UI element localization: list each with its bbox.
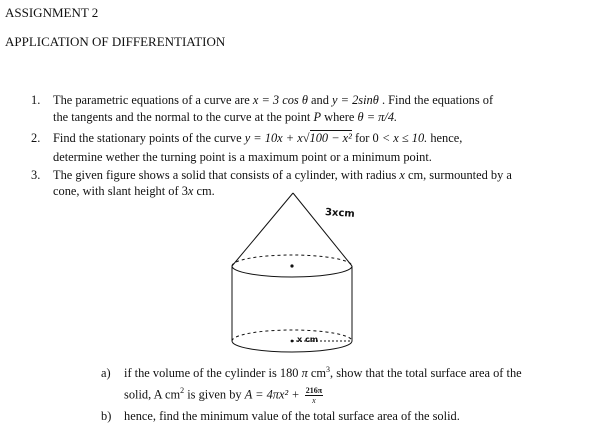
subpart-a-label: a) xyxy=(101,366,111,380)
top-ellipse-front xyxy=(232,266,352,277)
subpart-b-text: hence, find the minimum value of the total surface area of the solid. xyxy=(124,409,460,423)
question-2-line-1: Find the stationary points of the curve y = 10x + x√100 − x² for 0 < x ≤ 10. hence, xyxy=(53,131,463,145)
bottom-ellipse-front xyxy=(232,341,352,352)
top-center-dot xyxy=(290,264,293,267)
bottom-ellipse-back xyxy=(232,330,352,341)
subpart-a-line-1: if the volume of the cylinder is 180 π $cm^3$, show that the total surface area of the xyxy=(124,364,522,380)
subpart-a-line-2: solid, A $cm^2$ is given by A = 4πx² + $\frac{216\pi}{x}$ xyxy=(124,386,323,405)
assignment-subtitle: APPLICATION OF DIFFERENTIATION xyxy=(5,34,226,49)
question-3-number: 3. xyxy=(31,168,41,182)
question-1-line-1: The parametric equations of a curve are x = 3 cos θ and y = 2sinθ . Find the equations of xyxy=(53,93,494,107)
question-2-number: 2. xyxy=(31,131,41,145)
assignment-title: ASSIGNMENT 2 xyxy=(5,5,99,20)
question-3-line-1: The given figure shows a solid that consists of a cylinder, with radius x cm, surmounted by a xyxy=(53,168,512,182)
top-ellipse-back xyxy=(232,255,352,266)
question-1-line-2: the tangents and the normal to the curve at the point P where θ = π/4. xyxy=(53,110,398,124)
question-1-number: 1. xyxy=(31,93,41,107)
slant-height-label: 3xcm xyxy=(324,206,356,221)
radius-label: x cm xyxy=(297,335,319,344)
question-2-line-2: determine wether the turning point is a maximum point or a minimum point. xyxy=(53,150,432,164)
question-3-line-2: cone, with slant height of 3x cm. xyxy=(53,184,215,198)
subpart-b-label: b) xyxy=(101,409,112,423)
surface-area-fraction: $\frac{216\pi}{x}$ xyxy=(305,386,323,405)
sqrt-symbol: √ xyxy=(302,131,310,145)
bottom-center-dot xyxy=(291,340,294,343)
